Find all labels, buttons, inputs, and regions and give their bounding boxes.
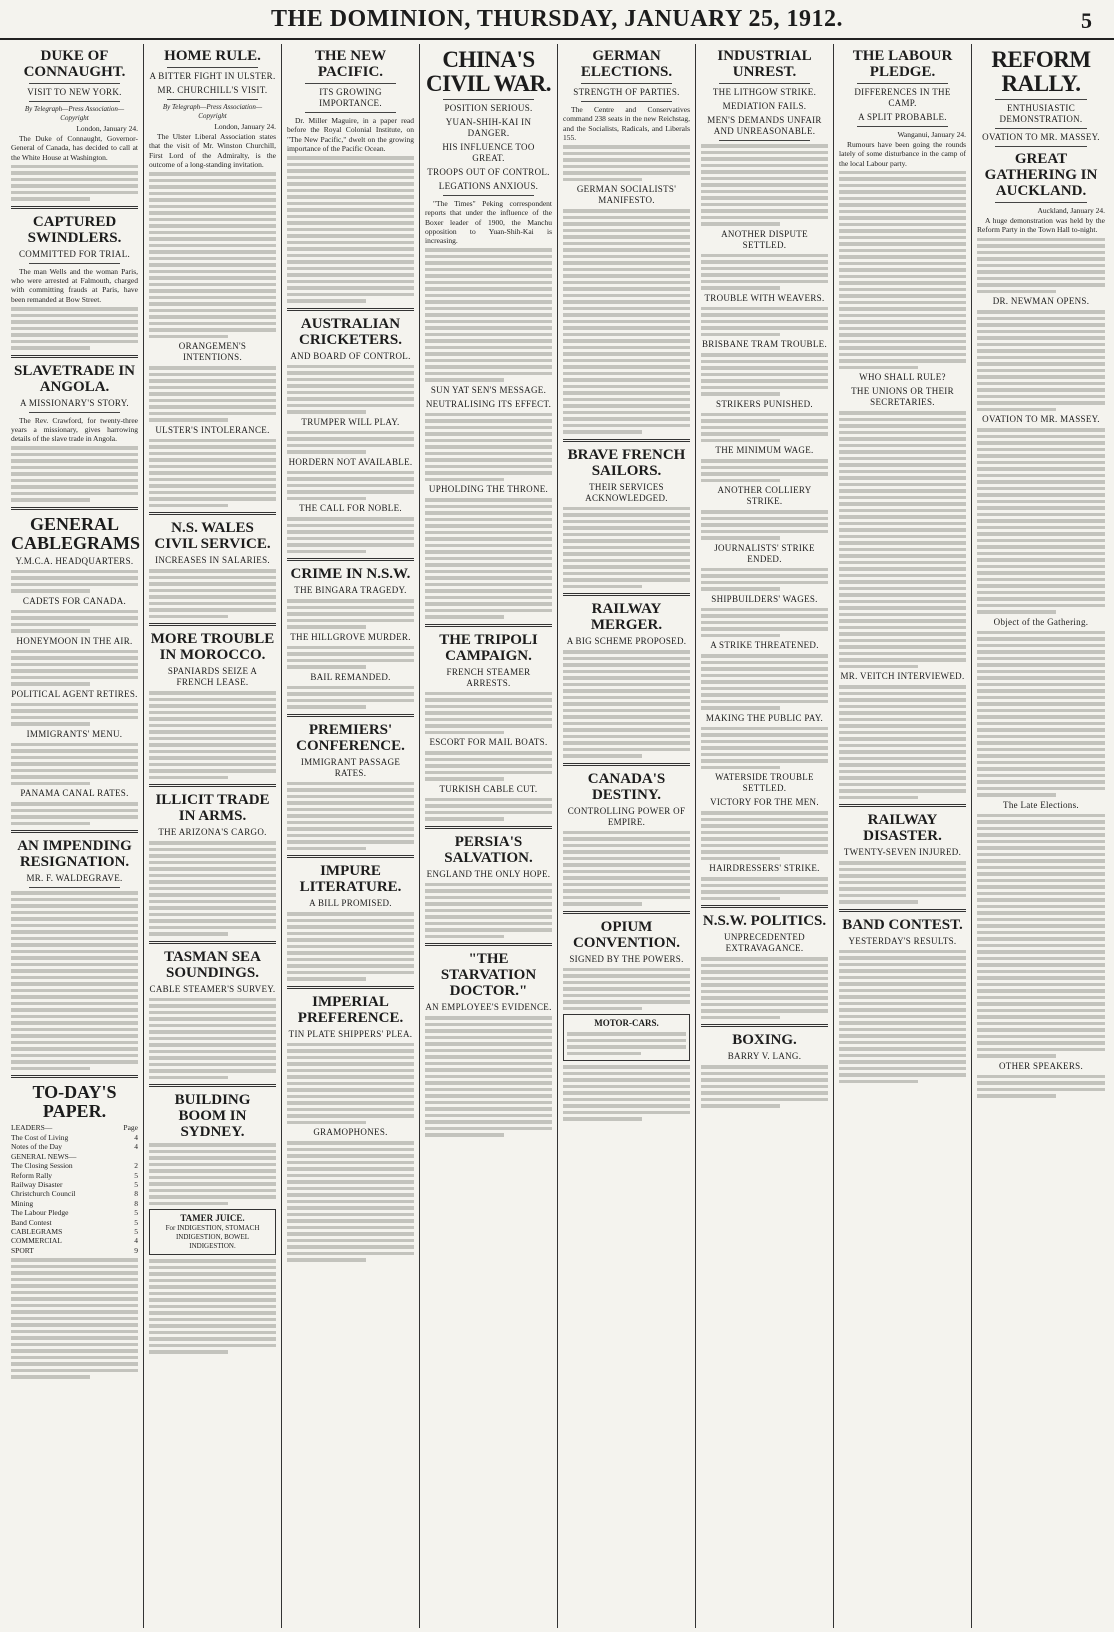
headline: BUILDING BOOM IN SYDNEY. — [174, 1092, 251, 1141]
headline: MORE TROUBLE IN MOROCCO. — [150, 631, 275, 664]
contents-header: LEADERS— Page — [11, 1123, 138, 1133]
subheading: THE LITHGOW STRIKE. — [712, 87, 817, 97]
subheading: ENTHUSIASTIC DEMONSTRATION. — [999, 103, 1083, 124]
subheading: A STRIKE THREATENED. — [710, 640, 819, 650]
subheading: Object of the Gathering. — [993, 616, 1089, 627]
subheading: TWENTY-SEVEN INJURED. — [843, 847, 962, 858]
contents-list — [11, 1123, 138, 1255]
subheading: SUN YAT SEN'S MESSAGE. — [430, 384, 547, 395]
subheading: CONTROLLING POWER OF EMPIRE. — [567, 805, 686, 827]
credit-line: By Telegraph—Press Association—Copyright — [24, 105, 125, 122]
contents-item: Railway Disaster 5 — [11, 1179, 138, 1189]
subheading: BARRY V. LANG. — [727, 1051, 802, 1061]
advertisement — [563, 1014, 690, 1061]
ad-heading: TAMER JUICE. — [180, 1213, 245, 1224]
subheading: HAIRDRESSERS' STRIKE. — [709, 863, 820, 873]
headline: BRAVE FRENCH SAILORS. — [567, 446, 686, 479]
headline: THE LABOUR PLEDGE. — [852, 48, 953, 80]
headline: PREMIERS' CONFERENCE. — [296, 721, 405, 754]
subheading: AND BOARD OF CONTROL. — [290, 350, 411, 361]
headline: CANADA'S DESTINY. — [587, 770, 666, 803]
subheading: CABLE STEAMER'S SURVEY. — [149, 983, 276, 994]
contents-item: COMMERCIAL 4 — [11, 1236, 138, 1246]
headline: ILLICIT TRADE IN ARMS. — [155, 792, 270, 825]
ad-heading: MOTOR-CARS. — [594, 1018, 659, 1029]
headline: AUSTRALIAN CRICKETERS. — [299, 315, 402, 348]
subheading: Y.M.C.A. HEADQUARTERS. — [15, 555, 134, 566]
subheading: MAKING THE PUBLIC PAY. — [705, 712, 824, 723]
subheading: THE MINIMUM WAGE. — [715, 445, 814, 455]
headline: HOME RULE. — [164, 48, 261, 64]
headline: INDUSTRIAL UNREST. — [717, 48, 812, 80]
contents-item: The Cost of Living 4 — [11, 1132, 138, 1142]
subheading: POLITICAL AGENT RETIRES. — [11, 688, 138, 699]
subheading: MEDIATION FAILS. — [722, 101, 807, 111]
contents-item: Christchurch Council 8 — [11, 1189, 138, 1199]
subheading: The Late Elections. — [1003, 799, 1079, 810]
column-1 — [6, 44, 144, 1628]
subheading: ENGLAND THE ONLY HOPE. — [426, 868, 551, 879]
headline: AN IMPENDING RESIGNATION. — [17, 838, 132, 871]
ad-text: For INDIGESTION, STOMACH INDIGESTION, BOWEL INDIGESTION. — [165, 1224, 260, 1251]
subheading: A MISSIONARY'S STORY. — [20, 397, 129, 408]
subheading: OVATION TO MR. MASSEY. — [982, 132, 1100, 142]
contents-item: Reform Rally 5 — [11, 1170, 138, 1180]
article-text: The Ulster Liberal Association states that the visit of Mr. Winston Churchill, First Lord of the Admiralty, is the outcome of a long-standing invitation. — [149, 132, 276, 169]
contents-item: Notes of the Day 4 — [11, 1142, 138, 1152]
subheading: THE CALL FOR NOBLE. — [299, 503, 402, 514]
dateline: London, January 24. — [76, 124, 138, 133]
subheading: YUAN-SHIH-KAI IN DANGER. — [445, 117, 532, 138]
headline: IMPURE LITERATURE. — [299, 863, 402, 896]
column-6 — [696, 44, 834, 1628]
contents-item: The Labour Pledge 5 — [11, 1208, 138, 1218]
column-7 — [834, 44, 972, 1628]
subheading: THEIR SERVICES ACKNOWLEDGED. — [585, 481, 668, 503]
article-text: Dr. Miller Maguire, in a paper read before the Royal Colonial Institute, on "The New Pacific," dwelt on the growing importance of the Pacific Ocean. — [287, 116, 414, 153]
subheading: PANAMA CANAL RATES. — [20, 788, 129, 799]
dateline: Wanganui, January 24. — [897, 130, 966, 139]
subheading: GERMAN SOCIALISTS' MANIFESTO. — [576, 184, 677, 206]
article-text: Rumours have been going the rounds lately of some disturbance in the camp of the local Labour party. — [839, 140, 966, 168]
contents-item: Mining 8 — [11, 1198, 138, 1208]
subheading: FRENCH STEAMER ARRESTS. — [446, 666, 531, 688]
headline: DUKE OF CONNAUGHT. — [23, 48, 126, 80]
column-3 — [282, 44, 420, 1628]
subheading: MR. F. WALDEGRAVE. — [26, 873, 123, 884]
dateline: Auckland, January 24. — [1037, 206, 1105, 215]
headline: BOXING. — [732, 1032, 797, 1048]
masthead — [0, 0, 1114, 40]
subheading: TRUMPER WILL PLAY. — [301, 416, 400, 427]
headline: GREAT GATHERING IN AUCKLAND. — [984, 151, 1098, 199]
article-text: The man Wells and the woman Paris, who were arrested at Falmouth, charged with committing frauds at Paris, have been remanded at Bow Street. — [11, 266, 138, 304]
contents-item: GENERAL NEWS— — [11, 1151, 77, 1161]
masthead-title: THE DOMINION, THURSDAY, JANUARY 25, 1912. — [271, 6, 843, 32]
subheading: COMMITTED FOR TRIAL. — [18, 248, 131, 259]
headline: OPIUM CONVENTION. — [572, 918, 681, 951]
subheading: BRISBANE TRAM TROUBLE. — [701, 339, 828, 349]
contents-item: CABLEGRAMS 5 — [11, 1226, 138, 1236]
credit-line: By Telegraph—Press Association—Copyright — [162, 103, 263, 120]
subheading: THE UNIONS OR THEIR SECRETARIES. — [851, 386, 954, 408]
subheading: A BIG SCHEME PROPOSED. — [566, 636, 687, 647]
subheading: UPHOLDING THE THRONE. — [428, 484, 549, 495]
advertisement — [149, 1209, 276, 1255]
headline: N.S. WALES CIVIL SERVICE. — [154, 520, 271, 553]
subheading: TROOPS OUT OF CONTROL. — [427, 167, 550, 177]
column-5 — [558, 44, 696, 1628]
headline: RAILWAY MERGER. — [590, 601, 663, 634]
subheading: GRAMOPHONES. — [313, 1127, 388, 1138]
subheading: HIS INFLUENCE TOO GREAT. — [442, 142, 535, 163]
headline: CHINA'S CIVIL WAR. — [426, 47, 551, 96]
subheading: SIGNED BY THE POWERS. — [569, 953, 684, 964]
headline: CRIME IN N.S.W. — [290, 566, 411, 583]
subheading: THE BINGARA TRAGEDY. — [294, 585, 407, 596]
subheading: A BILL PROMISED. — [309, 898, 392, 909]
article-text: The Rev. Crawford, for twenty-three years a missionary, gives harrowing details of the slave trade in Angola. — [11, 415, 138, 444]
subheading: HORDERN NOT AVAILABLE. — [288, 456, 413, 467]
subheading: HONEYMOON IN THE AIR. — [16, 635, 133, 646]
subheading: ULSTER'S INTOLERANCE. — [155, 424, 270, 435]
subheading: MR. CHURCHILL'S VISIT. — [157, 85, 268, 95]
headline: TO-DAY'S PAPER. — [32, 1082, 117, 1122]
headline: GENERAL CABLEGRAMS — [11, 513, 141, 553]
column-4 — [420, 44, 558, 1628]
contents-item: SPORT 9 — [11, 1245, 138, 1255]
subheading: WATERSIDE TROUBLE SETTLED. — [715, 772, 814, 793]
subheading: POSITION SERIOUS. — [444, 103, 533, 113]
headline: BAND CONTEST. — [842, 916, 963, 933]
subheading: INCREASES IN SALARIES. — [155, 555, 270, 566]
subheading: OVATION TO MR. MASSEY. — [982, 414, 1100, 425]
headline: GERMAN ELECTIONS. — [580, 48, 673, 80]
column-2 — [144, 44, 282, 1628]
subheading: ESCORT FOR MAIL BOATS. — [429, 737, 548, 748]
headline: IMPERIAL PREFERENCE. — [297, 993, 404, 1026]
dateline: London, January 24. — [214, 122, 276, 131]
subheading: AN EMPLOYEE'S EVIDENCE. — [425, 1002, 552, 1013]
headline: THE TRIPOLI CAMPAIGN. — [439, 631, 538, 664]
headline: PERSIA'S SALVATION. — [444, 833, 533, 866]
subheading: STRENGTH OF PARTIES. — [573, 87, 680, 97]
subheading: YESTERDAY'S RESULTS. — [848, 935, 957, 946]
headline: SLAVETRADE IN ANGOLA. — [13, 362, 135, 395]
subheading: DIFFERENCES IN THE CAMP. — [854, 87, 951, 108]
article-text: The Centre and Conservatives command 238 seats in the new Reichstag, and the Socialists, Radicals, and Liberals 155. — [563, 105, 690, 142]
subheading: UNPRECEDENTED EXTRAVAGANCE. — [724, 932, 805, 953]
subheading: A SPLIT PROBABLE. — [858, 112, 947, 122]
subheading: NEUTRALISING ITS EFFECT. — [425, 398, 552, 409]
subheading: ANOTHER COLLIERY STRIKE. — [717, 485, 812, 506]
subheading: VICTORY FOR THE MEN. — [710, 797, 819, 807]
subheading: JOURNALISTS' STRIKE ENDED. — [714, 542, 815, 564]
subheading: ITS GROWING IMPORTANCE. — [319, 87, 382, 108]
subheading: BAIL REMANDED. — [310, 671, 391, 682]
contents-item: The Closing Session 2 — [11, 1161, 138, 1171]
subheading: SHIPBUILDERS' WAGES. — [711, 593, 818, 604]
subheading: TURKISH CABLE CUT. — [439, 783, 538, 794]
headline: REFORM RALLY. — [991, 47, 1091, 96]
page-number: 5 — [1081, 8, 1092, 33]
subheading: CADETS FOR CANADA. — [22, 595, 127, 606]
subheading: SPANIARDS SEIZE A FRENCH LEASE. — [167, 666, 258, 688]
column-8 — [972, 44, 1110, 1628]
headline: CAPTURED SWINDLERS. — [27, 213, 122, 246]
subheading: TROUBLE WITH WEAVERS. — [704, 292, 825, 303]
headline: "THE STARVATION DOCTOR." — [440, 951, 537, 1000]
subheading: STRIKERS PUNISHED. — [716, 398, 813, 409]
columns — [6, 44, 1110, 1628]
headline: N.S.W. POLITICS. — [702, 913, 827, 929]
subheading: A BITTER FIGHT IN ULSTER. — [149, 71, 276, 81]
subheading: THE HILLGROVE MURDER. — [290, 631, 411, 642]
headline: TASMAN SEA SOUNDINGS. — [164, 948, 261, 981]
subheading: LEGATIONS ANXIOUS. — [438, 181, 539, 191]
subheading: MEN'S DEMANDS UNFAIR AND UNREASONABLE. — [707, 115, 822, 136]
article-text: The Duke of Connaught, Governor-General of Canada, has decided to call at the White House at Washington. — [11, 134, 138, 162]
subheading: OTHER SPEAKERS. — [998, 1060, 1083, 1071]
subheading: DR. NEWMAN OPENS. — [992, 296, 1090, 307]
subheading: WHO SHALL RULE? — [859, 372, 946, 383]
subheading: TIN PLATE SHIPPERS' PLEA. — [288, 1028, 413, 1039]
headline: RAILWAY DISASTER. — [863, 812, 942, 845]
subheading: THE ARIZONA'S CARGO. — [158, 827, 267, 838]
subheading: ANOTHER DISPUTE SETTLED. — [721, 228, 808, 250]
subheading: IMMIGRANTS' MENU. — [26, 728, 123, 739]
subheading: VISIT TO NEW YORK. — [27, 87, 122, 97]
headline: THE NEW PACIFIC. — [314, 48, 387, 80]
article-text: A huge demonstration was held by the Reform Party in the Town Hall to-night. — [977, 216, 1105, 235]
contents-item: Band Contest 5 — [11, 1217, 138, 1227]
subheading: MR. VEITCH INTERVIEWED. — [840, 671, 965, 682]
article-text: "The Times" Peking correspondent reports that under the influence of the Boxer leader of 1900, the Manchu opposition to Yuan-Shih-Kai is increasing. — [425, 199, 552, 246]
subheading: IMMIGRANT PASSAGE RATES. — [300, 756, 401, 778]
subheading: ORANGEMEN'S INTENTIONS. — [178, 341, 247, 363]
